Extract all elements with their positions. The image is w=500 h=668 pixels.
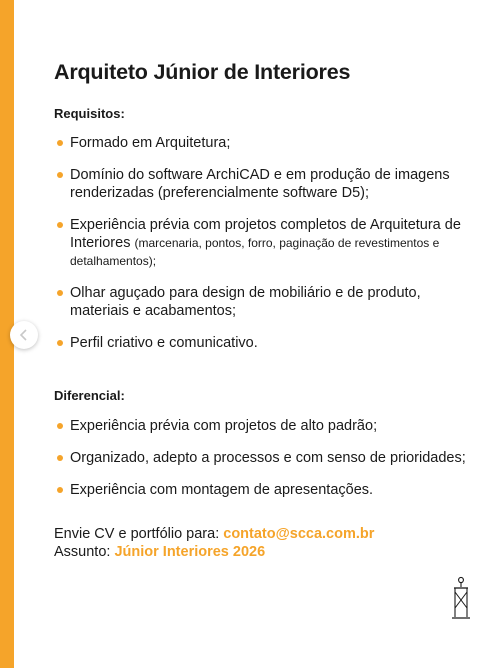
bullet-icon xyxy=(57,455,63,461)
requisitos-heading: Requisitos: xyxy=(54,106,125,121)
list-item: Perfil criativo e comunicativo. xyxy=(54,334,474,352)
bullet-icon xyxy=(57,140,63,146)
list-item: Experiência com montagem de apresentações. xyxy=(54,481,474,499)
contact-subject-line: Assunto: Júnior Interiores 2026 xyxy=(54,544,266,560)
list-item: Experiência prévia com projetos completos de Arquitetura de Interiores (marcenaria, pontos, forro, paginação de revestimentos e detalhamentos); xyxy=(54,216,474,270)
bullet-icon xyxy=(57,423,63,429)
previous-slide-button[interactable] xyxy=(10,321,38,349)
brand-logo-icon xyxy=(450,576,472,620)
bullet-icon xyxy=(57,487,63,493)
contact-email-line: Envie CV e portfólio para: contato@scca.com.br xyxy=(54,526,375,542)
list-item: Domínio do software ArchiCAD e em produção de imagens renderizadas (preferencialmente software D5); xyxy=(54,166,474,202)
diferencial-list xyxy=(54,417,474,499)
list-item: Organizado, adepto a processos e com senso de prioridades; xyxy=(54,449,474,467)
list-item: Formado em Arquitetura; xyxy=(54,134,474,152)
contact-email[interactable]: contato@scca.com.br xyxy=(223,526,375,542)
contact-info xyxy=(54,525,474,561)
chevron-left-icon xyxy=(19,329,29,341)
post-content xyxy=(54,60,474,561)
contact-subject: Júnior Interiores 2026 xyxy=(114,544,266,560)
diferencial-heading: Diferencial: xyxy=(54,388,125,403)
page-title: Arquiteto Júnior de Interiores xyxy=(54,60,351,84)
bullet-icon xyxy=(57,340,63,346)
list-item: Olhar aguçado para design de mobiliário e de produto, materiais e acabamentos; xyxy=(54,284,474,320)
bullet-icon xyxy=(57,222,63,228)
bullet-icon xyxy=(57,290,63,296)
requisitos-list xyxy=(54,134,474,352)
list-item: Experiência prévia com projetos de alto padrão; xyxy=(54,417,474,435)
bullet-icon xyxy=(57,172,63,178)
